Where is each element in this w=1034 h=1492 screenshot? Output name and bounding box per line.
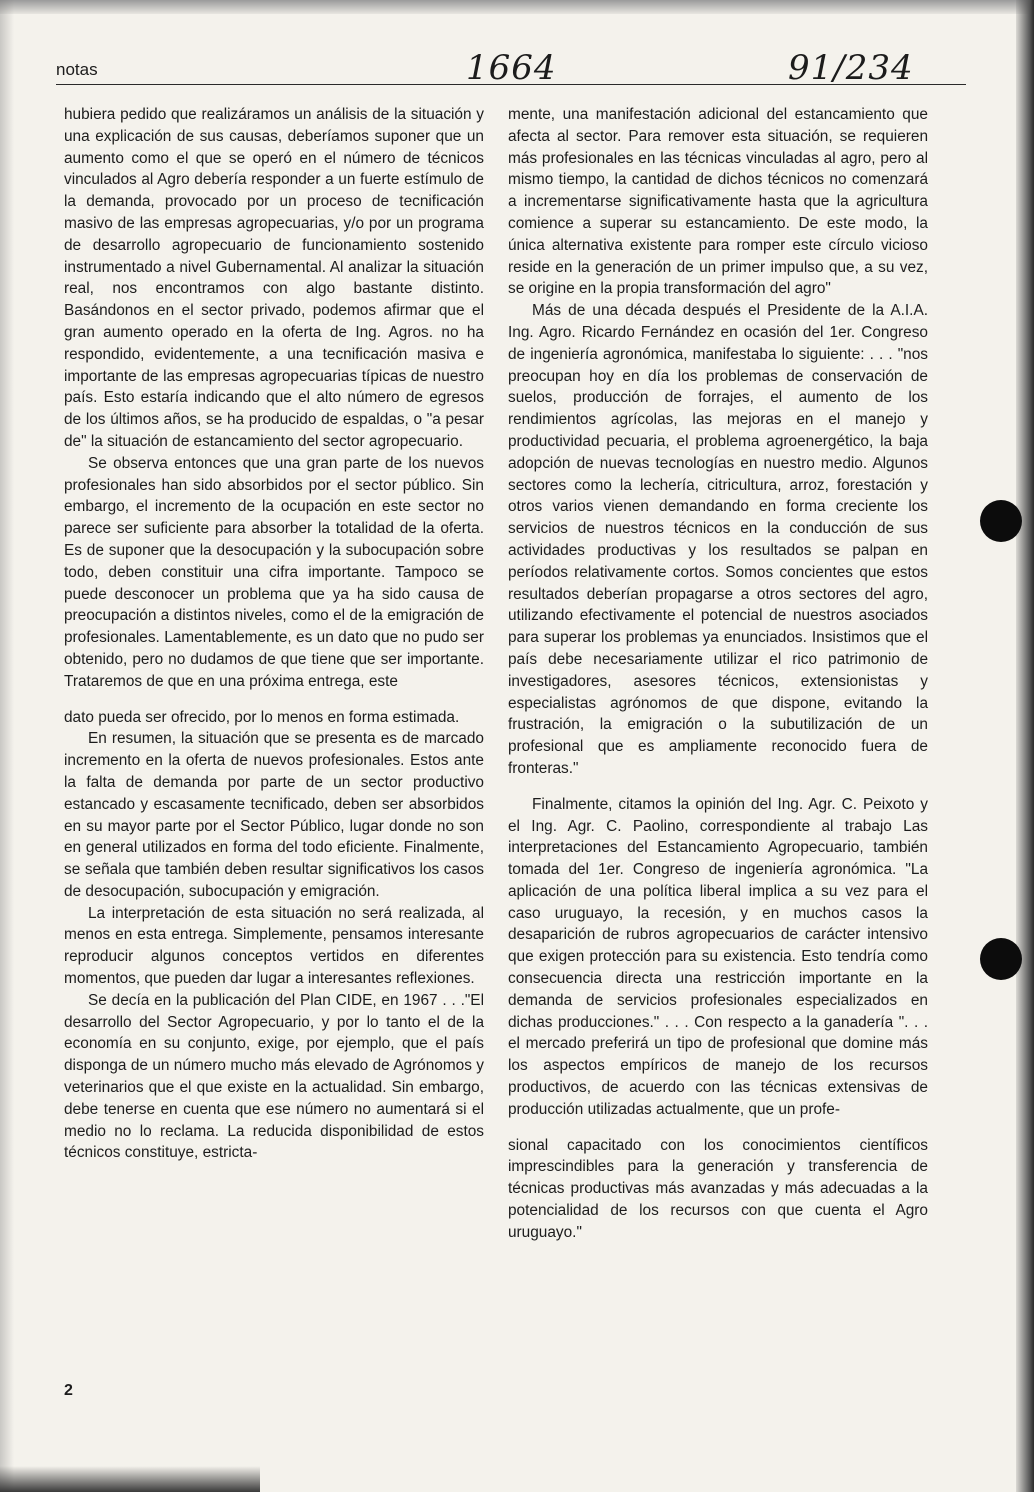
handwritten-page-ref: 91/234 [788, 48, 914, 88]
right-column [508, 104, 928, 1244]
section-label: notas [56, 60, 98, 79]
paragraph: Más de una década después el Presidente de la A.I.A. Ing. Agro. Ricardo Fernández en ocasión del 1er. Congreso de ingeniería agronómica, manifestaba lo siguiente: . . . "nos preocupan hoy en día los problemas de conservación de suelos, producción de forrajes, el aumento de los rendimientos agrícolas, las mejoras en el manejo y productividad pecuaria, el problema agroenergético, la baja adopción de nuevas tecnologías en nuestro medio. Algunos sectores como la lechería, citricultura, arroz, forestación y otros varios vienen demandando en forma creciente los servicios de nuestros técnicos en la conducción de sus actividades productivas y los resultados se palpan en períodos relativamente cortos. Somos concientes que estos resultados deberían propagarse a otros sectores del agro, utilizando efectivamente el potencial de nuestros asociados para superar los problemas ya enunciados. Insistimos que el país debe necesariamente utilizar el rico patrimonio de investigadores, asesores técnicos, extensionistas y especialistas agrónomos de que dispone, evitando la frustración, la emigración o la subutilización de un profesional que es ampliamente reconocido fuera de fronteras." [508, 302, 928, 777]
paragraph: Se decía en la publicación del Plan CIDE, en 1967 . . ."El desarrollo del Sector Agropecuario, y por lo tanto el de la economía en su conjunto, exige, por ejemplo, que el país disponga de un número mucho más elevado de Agrónomos y veterinarios que el que existe en la actualidad. Sin embargo, debe tenerse en cuenta que ese número no aumentará si el medio no lo reclama. La reducida disponibilidad de estos técnicos constituye, estricta- [64, 991, 484, 1162]
scan-edge-bottom [0, 1466, 260, 1492]
page-header [56, 48, 966, 88]
paragraph: Finalmente, citamos la opinión del Ing. Agr. C. Peixoto y el Ing. Agr. C. Paolino, correspondiente al trabajo Las interpretaciones del Estancamiento Agropecuario, también tomada del 1er. Congreso de ingeniería agronómica. "La aplicación de una política liberal implica a su vez para el caso uruguayo, la recesión, y en muchos casos la desaparición de rubros agropecuarios de carácter intensivo que exigen protección para su existencia. Esto tendría como consecuencia directa una restricción importante en la demanda de servicios profesionales especializados en dichas producciones." . . . Con respecto a la ganadería ". . . el mercado preferirá un tipo de profesional que domine más los aspectos empíricos de manejo de los recursos productivos, de acuerdo con las técnicas extensivas de producción utilizadas actualmente, que un profe- [508, 795, 928, 1118]
paragraph: dato pueda ser ofrecido, por lo menos en forma estimada. [64, 708, 460, 726]
handwritten-folio: 1664 [466, 48, 557, 88]
punch-hole-bottom [980, 938, 1022, 980]
scan-edge-left [0, 0, 14, 1492]
paragraph: La interpretación de esta situación no será realizada, al menos en esta entrega. Simplemente, pensamos interesante reproducir algunos conceptos vertidos en diferentes momentos, que pueden dar lugar a interesantes reflexiones. [64, 904, 484, 988]
paragraph: mente, una manifestación adicional del estancamiento que afecta al sector. Para remover esta situación, se requieren más profesionales en las técnicas vinculadas al agro, pero al mismo tiempo, la cantidad de dichos técnicos no comenzará a incrementarse significativamente hasta que la agricultura comience a superar su estancamiento. De este modo, la única alternativa existente para romper este círculo vicioso reside en la generación de un primer impulso que, a su vez, se origine en la propia transformación del agro" [508, 106, 928, 298]
paragraph: hubiera pedido que realizáramos un análisis de la situación y una explicación de sus causas, deberíamos suponer que un aumento como el que se operó en el número de técnicos vinculados al Agro debería responder a un fuerte estímulo de la demanda, provocado por un proceso de tecnificación masivo de las empresas agropecuarias, y/o por un programa de desarrollo agropecuario de funcionamiento sostenido instrumentado a nivel Gubernamental. Al analizar la situación real, nos encontramos con algo bastante distinto. Basándonos en el sector privado, podemos afirmar que el gran aumento operado en la oferta de Ing. Agros. no ha respondido, evidentemente, a una tecnificación masiva e importante de las empresas agropecuarias típicas de nuestro país. Esto estaría indicando que el alto número de egresos de los últimos años, se ha producido de espaldas, o "a pesar de" la situación de estancamiento del sector agropecuario. [64, 106, 484, 450]
paragraph: En resumen, la situación que se presenta es de marcado incremento en la oferta de nuevos profesionales. Estos ante la falta de demanda por parte de un sector productivo estancado y escasamente tecnificado, deben ser absorbidos en su mayor parte por el Sector Público, lugar donde no son en general utilizados en forma del todo eficiente. Finalmente, se señala que también deben resultar significativos los casos de desocupación, subocupación y emigración. [64, 730, 484, 900]
scan-edge-right [1016, 0, 1034, 1492]
left-column [64, 104, 484, 1164]
scan-edge-top [0, 0, 1034, 14]
paragraph: Se observa entonces que una gran parte de los nuevos profesionales han sido absorbidos por el sector público. Sin embargo, el incremento de la ocupación en este sector no parece ser suficiente para absorber la totalidad de la oferta. Es de suponer que la desocupación y la subocupación sobre todo, deben constituir una cifra importante. Tampoco se puede desconocer un problema que ya ha sido causa de preocupación a distintos niveles, como el de la emigración de profesionales. Lamentablemente, es un dato que no pudo ser obtenido, pero no dudamos de que tiene que ser importante. Trataremos de que en una próxima entrega, este [64, 454, 484, 690]
punch-hole-top [980, 500, 1022, 542]
paragraph: sional capacitado con los conocimientos científicos imprescindibles para la generación y transferencia de técnicas productivas más avanzadas y más adecuadas a la potencialidad de los recursos con que cuenta el Agro uruguayo." [508, 1136, 928, 1241]
page-number: 2 [64, 1382, 73, 1399]
